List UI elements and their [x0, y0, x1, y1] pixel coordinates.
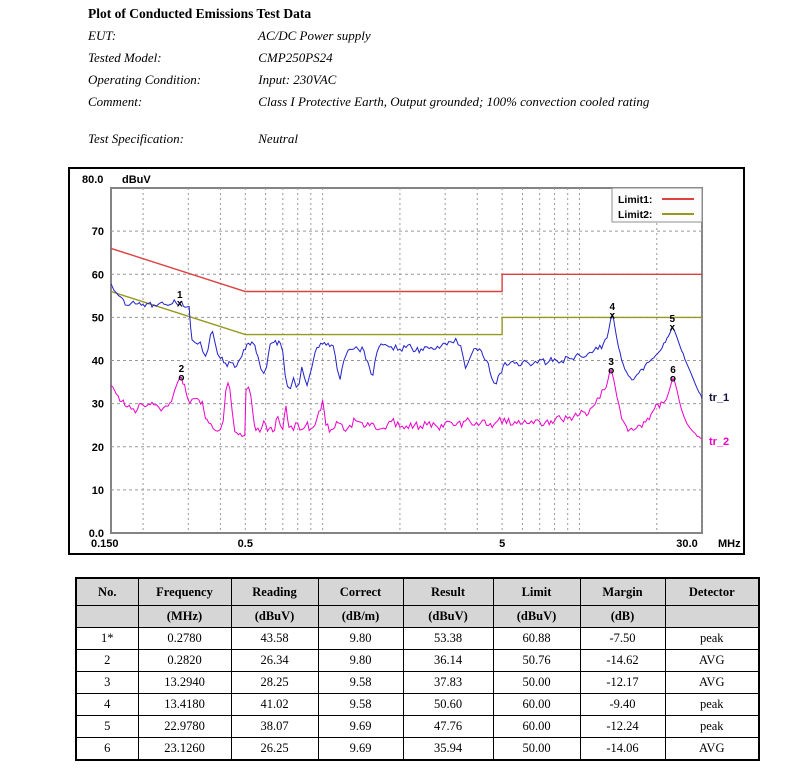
legend-label-2: Limit2: — [618, 209, 653, 221]
marker-symbol-1: x — [177, 298, 183, 310]
emissions-chart-canvas — [70, 169, 743, 553]
table-cell: -12.24 — [580, 716, 665, 738]
field-tested-model — [88, 50, 333, 66]
table-cell: -14.06 — [580, 738, 665, 761]
table-cell: 22.9780 — [138, 716, 231, 738]
y-tick-label: 40 — [91, 355, 104, 368]
table-row — [76, 650, 759, 672]
field-operating-condition-value: Input: 230VAC — [258, 72, 337, 87]
y-tick-label: 20 — [91, 441, 104, 454]
table-cell: -14.62 — [580, 650, 665, 672]
column-header: Result — [403, 578, 493, 606]
table-cell: AVG — [665, 672, 759, 694]
y-tick-label: 50 — [91, 312, 104, 325]
column-header: Margin — [580, 578, 665, 606]
table-row — [76, 672, 759, 694]
field-eut-value: AC/DC Power supply — [258, 28, 371, 43]
table-cell: 9.58 — [318, 694, 403, 716]
table-cell: AVG — [665, 650, 759, 672]
table-cell: -9.40 — [580, 694, 665, 716]
table-cell: 43.58 — [231, 628, 318, 650]
y-axis-unit-label: dBuV — [122, 174, 151, 186]
x-tick-label: 30.0 — [676, 538, 698, 550]
field-comment — [88, 94, 649, 110]
column-unit: (MHz) — [138, 606, 231, 628]
field-tested-model-value: CMP250PS24 — [258, 50, 333, 65]
column-header: Correct — [318, 578, 403, 606]
table-cell: 50.00 — [493, 672, 580, 694]
table-cell: 41.02 — [231, 694, 318, 716]
table-cell: 60.00 — [493, 694, 580, 716]
table-row — [76, 628, 759, 650]
table-cell: 60.00 — [493, 716, 580, 738]
y-tick-label: 10 — [91, 484, 104, 497]
column-unit: (dBuV) — [231, 606, 318, 628]
column-unit: (dBuV) — [493, 606, 580, 628]
trace-label-tr_2: tr_2 — [709, 436, 730, 449]
field-test-specification — [88, 131, 298, 147]
field-tested-model-label: Tested Model: — [88, 50, 162, 65]
marker-symbol-2: o — [178, 372, 185, 384]
table-cell: 26.34 — [231, 650, 318, 672]
marker-number-4: 4 — [609, 301, 616, 313]
column-unit: (dB) — [580, 606, 665, 628]
column-header: Frequency — [138, 578, 231, 606]
column-header: No. — [76, 578, 138, 606]
table-cell: 36.14 — [403, 650, 493, 672]
marker-symbol-5: x — [669, 322, 676, 334]
table-cell: 50.00 — [493, 738, 580, 761]
table-cell: 2 — [76, 650, 138, 672]
table-cell: 3 — [76, 672, 138, 694]
table-cell: 50.60 — [403, 694, 493, 716]
table-row — [76, 694, 759, 716]
marker-symbol-3: o — [608, 365, 615, 377]
table-cell: 9.80 — [318, 628, 403, 650]
emissions-chart — [68, 167, 745, 555]
table-cell: peak — [665, 628, 759, 650]
table-cell: peak — [665, 694, 759, 716]
results-table — [75, 577, 760, 761]
field-test-specification-label: Test Specification: — [88, 131, 184, 146]
y-tick-label: 0.0 — [88, 528, 104, 540]
table-cell: 5 — [76, 716, 138, 738]
column-unit — [76, 606, 138, 628]
table-cell: -12.17 — [580, 672, 665, 694]
table-row — [76, 716, 759, 738]
marker-symbol-4: x — [609, 310, 616, 322]
table-cell: 0.2820 — [138, 650, 231, 672]
x-tick-label: 0.150 — [91, 538, 119, 550]
table-cell: 37.83 — [403, 672, 493, 694]
table-cell: 38.07 — [231, 716, 318, 738]
table-cell: 35.94 — [403, 738, 493, 761]
column-unit: (dB/m) — [318, 606, 403, 628]
table-cell: AVG — [665, 738, 759, 761]
table-cell: 23.1260 — [138, 738, 231, 761]
table-cell: 1* — [76, 628, 138, 650]
column-unit: (dBuV) — [403, 606, 493, 628]
field-eut-label: EUT: — [88, 28, 117, 43]
field-comment-value: Class I Protective Earth, Output grounded; 100% convection cooled rating — [258, 94, 650, 109]
column-header: Detector — [665, 578, 759, 606]
table-cell: 4 — [76, 694, 138, 716]
table-cell: 53.38 — [403, 628, 493, 650]
marker-symbol-6: o — [669, 373, 677, 385]
table-cell: 47.76 — [403, 716, 493, 738]
table-row — [76, 738, 759, 761]
table-cell: 9.80 — [318, 650, 403, 672]
y-tick-label: 30 — [91, 398, 104, 411]
table-cell: 6 — [76, 738, 138, 761]
marker-number-5: 5 — [669, 314, 676, 326]
legend-label-1: Limit1: — [618, 194, 653, 206]
column-header: Reading — [231, 578, 318, 606]
field-eut — [88, 28, 371, 44]
marker-number-2: 2 — [178, 364, 185, 376]
table-cell: 13.2940 — [138, 672, 231, 694]
table-cell: 0.2780 — [138, 628, 231, 650]
page-title: Plot of Conducted Emissions Test Data — [88, 6, 312, 21]
marker-number-3: 3 — [608, 356, 614, 368]
x-axis-unit-label: MHz — [718, 538, 741, 550]
table-cell: 9.69 — [318, 738, 403, 761]
table-cell: 9.69 — [318, 716, 403, 738]
column-unit — [665, 606, 759, 628]
marker-number-6: 6 — [670, 365, 676, 377]
table-cell: -7.50 — [580, 628, 665, 650]
y-axis-max-label: 80.0 — [82, 174, 104, 186]
table-cell: 60.88 — [493, 628, 580, 650]
table-cell: 9.58 — [318, 672, 403, 694]
field-comment-label: Comment: — [88, 94, 143, 109]
column-header: Limit — [493, 578, 580, 606]
table-cell: 28.25 — [231, 672, 318, 694]
marker-number-1: 1 — [177, 289, 183, 301]
table-cell: peak — [665, 716, 759, 738]
field-operating-condition — [88, 72, 336, 88]
table-cell: 13.4180 — [138, 694, 231, 716]
table-cell: 50.76 — [493, 650, 580, 672]
table-cell: 26.25 — [231, 738, 318, 761]
y-tick-label: 60 — [91, 269, 104, 282]
x-tick-label: 5 — [499, 538, 506, 550]
y-tick-label: 70 — [91, 226, 104, 239]
field-operating-condition-label: Operating Condition: — [88, 72, 202, 87]
trace-label-tr_1: tr_1 — [709, 392, 730, 405]
x-tick-label: 0.5 — [237, 538, 253, 550]
field-test-specification-value: Neutral — [258, 131, 298, 146]
